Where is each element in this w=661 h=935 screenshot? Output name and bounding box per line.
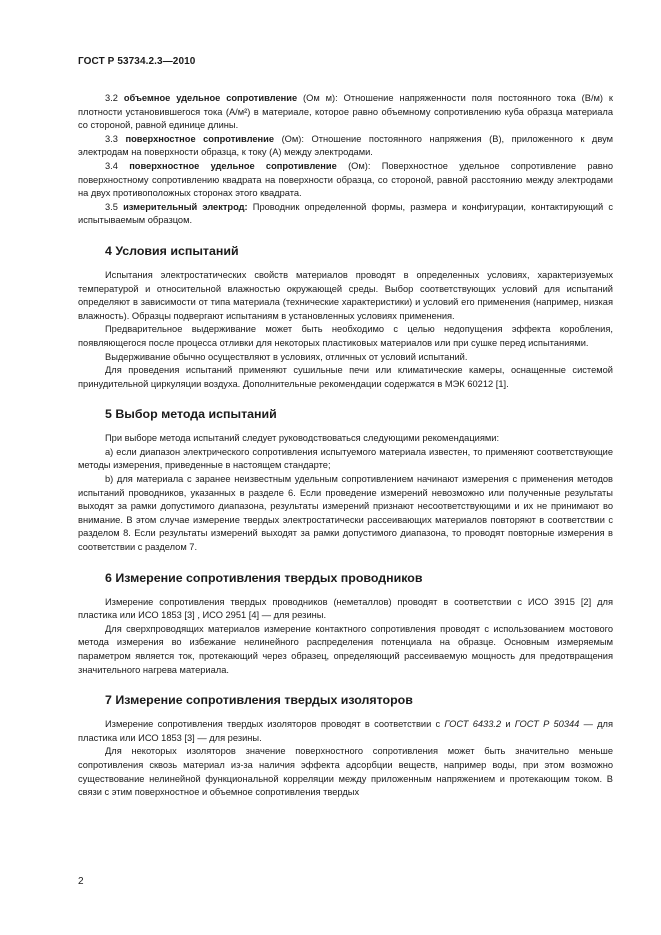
list-item: а) если диапазон электрического сопротивления испытуемого материала известен, то применяют соответствующие методы измерения, приведенные в настоящем стандарте; bbox=[78, 446, 613, 471]
section-7 bbox=[78, 693, 613, 800]
paragraph: Измерение сопротивления твердых проводников (неметаллов) проводят в соответствии с ИСО 3915 [2] для пластика или ИСО 1853 [3] , ИСО 2951 [4] — для резины. bbox=[78, 596, 613, 621]
standard-reference: ГОСТ Р 50344 bbox=[514, 719, 580, 730]
standard-reference: ГОСТ 6433.2 bbox=[444, 719, 502, 730]
term: поверхностное удельное сопротивление bbox=[129, 160, 337, 171]
paragraph: Предварительное выдерживание может быть необходимо с целью недопущения эффекта коробления, появляющегося после процесса отливки для некоторых пластиковых материалов или при сушке перед испытаниями. bbox=[78, 324, 613, 348]
document-header: ГОСТ Р 53734.2.3—2010 bbox=[78, 56, 196, 67]
page-content bbox=[78, 92, 613, 800]
section-heading: 4 Условия испытаний bbox=[105, 243, 239, 258]
paragraph: Для проведения испытаний применяют сушильные печи или климатические камеры, оснащенные системой принудительной циркуляции воздуха. Дополнительные рекомендации содержатся в МЭК 60212 [1]. bbox=[78, 365, 613, 389]
term: объемное удельное сопротивление bbox=[123, 93, 298, 103]
definition-3-2: 3.2 объемное удельное сопротивление (Ом м): Отношение напряженности поля постоянного тока (В/м) к плотности установившегося тока (А/м²) в материале, которое равно объемному сопротивлению куба образца материала со стороной, равной единице длины. bbox=[78, 93, 613, 131]
definition-3-5: 3.5 измерительный электрод: Проводник определенной формы, размера и конфигурации, контактирующий с испытываемым образцом. bbox=[78, 201, 613, 226]
paragraph: Испытания электростатических свойств материалов проводят в определенных условиях, характеризуемых температурой и относительной влажностью окружающей среды. Выбор соответствующих условий для испытаний определяют в зависимости от типа материала (технические характеристики) и условий его применения (например, низкая влажность). Образцы подвергают испытаниям в установленных условиях применения. bbox=[78, 269, 613, 321]
term: измерительный электрод: bbox=[123, 201, 248, 212]
definition-3-3: 3.3 поверхностное сопротивление (Ом): Отношение постоянного напряжения (В), приложенного к двум электродам на поверхности образца, к току (А) между электродами. bbox=[78, 133, 614, 158]
section-heading: 6 Измерение сопротивления твердых проводников bbox=[105, 570, 423, 585]
paragraph: Для некоторых изоляторов значение поверхностного сопротивления может быть значительно меньше сопротивления сквозь материал из-за наличия эффекта адсорбции веществ, например воды, при этом возможно существование нелинейной функциональной корреляции между приложенным напряжением и протекающим током. В связи с этим поверхностное и объемное сопротивления твердых bbox=[78, 746, 613, 798]
section-6 bbox=[78, 571, 613, 678]
paragraph: Измерение сопротивления твердых изоляторов проводят в соответствии с ГОСТ 6433.2 и ГОСТ Р 50344 — для пластика или ИСО 1853 [3] — для резины. bbox=[78, 719, 613, 743]
paragraph: Для сверхпроводящих материалов измерение контактного сопротивления проводят с использованием мостового метода измерения во избежание нелинейного распределения потенциала на образце. Основным измеряемым параметром является ток, протекающий через образец, определяющий рассеиваемую мощность для предотвращения значительного нагрева материала. bbox=[78, 623, 613, 675]
section-heading: 7 Измерение сопротивления твердых изоляторов bbox=[105, 693, 413, 708]
definition-3-4: 3.4 поверхностное удельное сопротивление (Ом): Поверхностное удельное сопротивление равно поверхностному сопротивлению квадрата на поверхности образца, со стороной, равной расстоянию между электродами на двух противоположных сторонах этого квадрата. bbox=[78, 160, 613, 199]
term: поверхностное сопротивление bbox=[125, 133, 275, 144]
paragraph: Выдерживание обычно осуществляют в условиях, отличных от условий испытаний. bbox=[105, 351, 468, 362]
page-number: 2 bbox=[78, 876, 84, 887]
section-heading: 5 Выбор метода испытаний bbox=[105, 407, 277, 422]
paragraph: При выборе метода испытаний следует руководствоваться следующими рекомендациями: bbox=[105, 433, 500, 444]
section-4 bbox=[78, 244, 613, 391]
section-5 bbox=[78, 407, 613, 554]
list-item: b) для материала с заранее неизвестным удельным сопротивлением начинают измерения с применения методов испытаний проводников, указанных в разделе 6. Если проведение измерений невозможно или полученные результаты выходят за рамки допустимого диапазона, результаты измерений признают несоответствующими и их не принимают во внимание. В этом случае измерение твердых электростатически рассеивающих материалов повторяют в соответствии с разделом 8. Если результаты измерений выходят за рамки допустимого диапазона, то проводят повторные измерения в соответствии с разделом 7. bbox=[78, 474, 613, 553]
